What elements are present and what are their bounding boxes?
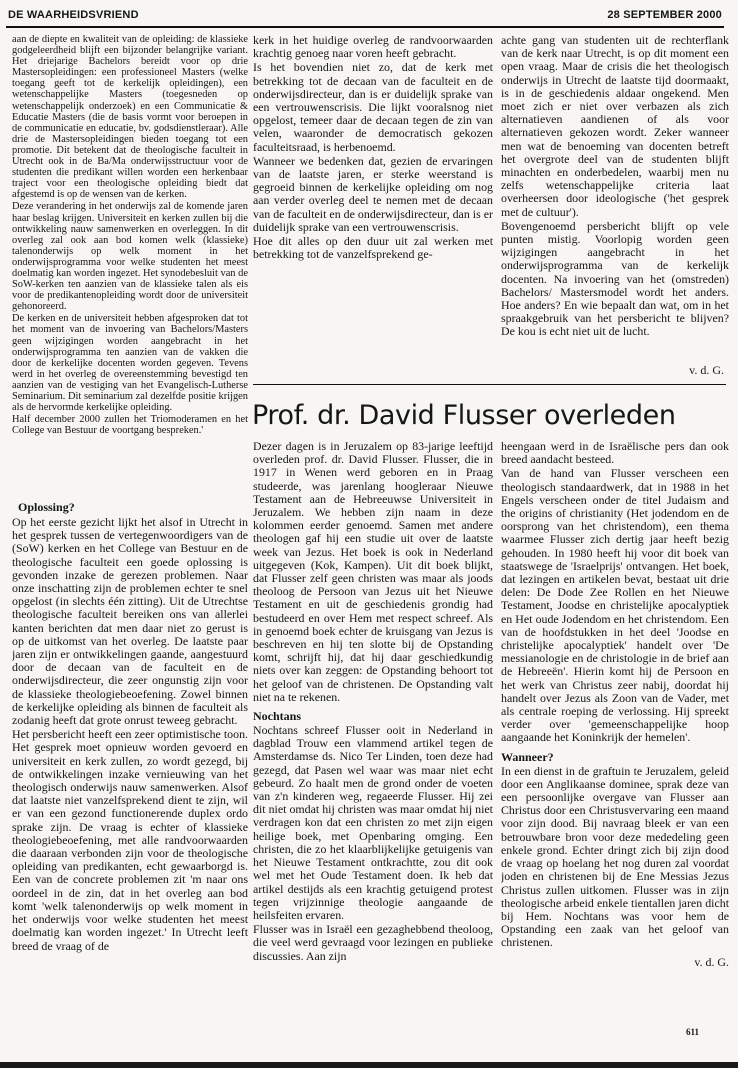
obituary-column-1 xyxy=(253,440,493,1040)
left-article-column-3 xyxy=(501,34,729,370)
subheading-wanneer: Wanneer? xyxy=(501,749,554,764)
paragraph: In een dienst in de graftuin te Jeruzalem, geleid door een Anglikaanse dominee, sprak deze van een persoonlijke overgave van Flusser aan Christus door een Christusvervaring een maand voor zijn dood. Bij navraag bleek er van een betrouwbare bron voor deze mededeling geen enkele grond. Echter dringt zich bij zijn dood de vraag op hoelang het nog duren zal voordat joden en christenen bij de Ene Messias Jezus Christus zullen uitkomen. Flusser was in zijn theologische arbeid enkele tientallen jaren dicht bij Hem. Nochtans was voor hem de Opstanding een zaak van het geloof van christenen. xyxy=(501,763,729,950)
left-article-column-1-bottom xyxy=(12,516,248,1036)
publication-name: DE WAARHEIDSVRIEND xyxy=(8,9,139,21)
section-divider xyxy=(253,384,726,385)
page-header xyxy=(6,6,724,28)
paragraph: Hoe dit alles op den duur uit zal werken met betrekking tot de vanzelfsprekend ge- xyxy=(253,234,493,262)
paragraph: Op het eerste gezicht lijkt het alsof in Utrecht in het gesprek tussen de vertegenwoordigers van de (SoW) kerken en het College van Bestuur en de theologische faculteit een goede oplossing is gevonden inzake de gerezen problemen. Naar onze inschatting zijn de problemen echter te snel opgelost (in slechts één zitting). Uit de Utrechtse theologische faculteit bereiken ons van allerlei kanten berichten dat men daar niet zo gerust is op de uitkomst van het overleg. De laatste paar jaren zijn er ontwikkelingen gaande, aangestuurd door de decaan van de faculteit en de onderwijsdirecteur, die zeer ongunstig zijn voor de klassieke theologiebeoefening. Zowel binnen de kerkelijke opleiding als binnen de faculteit als zodanig heeft dat grote onrust teweeg gebracht. xyxy=(12,516,248,728)
page-number: 611 xyxy=(686,1027,700,1037)
subheading-oplossing: Oplossing? xyxy=(18,500,75,514)
left-article-column-1 xyxy=(12,34,248,492)
left-article-column-2 xyxy=(253,34,493,380)
issue-date: 28 SEPTEMBER 2000 xyxy=(607,9,722,21)
author-signature: v. d. G. xyxy=(689,363,724,377)
paragraph: Deze verandering in het onderwijs zal de komende jaren haar beslag krijgen. Universiteit en kerken zullen bij die ontwikkeling nauw samenwerken en overleggen. In dit overleg zal ook aan bod komen welk (klassieke) talenonderwijs op welk moment in het onderwijsprogramma voor welke studenten het meest doelmatig kan worden ingezet. Het synodebesluit van de SoW-kerken ten aanzien van de klassieke talen als eis voor de predikantenopleiding wordt door de universiteit gehonoreerd. xyxy=(12,201,248,313)
paragraph: Dezer dagen is in Jeruzalem op 83-jarige leeftijd overleden prof. dr. David Flusser. Flusser, die in 1917 in Wenen werd geboren en in Praag studeerde, was jarenlang hoogleraar Nieuwe Testament aan de Hebreeuwse Universiteit in Jeruzalem. We hebben zijn naam in deze kolommen eerder genoemd. Samen met andere theologen gaf hij een studie uit over de laatste week van Jezus. Het boek is ook in Nederland uitgegeven (Kok, Kampen). Uit dit boek blijkt, dat Flusser zelf geen christen was maar als joods theoloog de Persoon van Jezus uit het Nieuwe Testament en uit de geschiedenis grondig had bestudeerd en over Hem met respect schreef. Als in genoemd boek echter de kruisgang van Jezus is beschreven en hij ten slotte bij de Opstanding komt, schrijft hij, dat hij daar geschiedkundig niets over kan zeggen: de Opstanding behoort tot het geloof van de christenen. De Opstanding valt niet na te rekenen. xyxy=(253,440,493,704)
paragraph: aan de diepte en kwaliteit van de opleiding: de klassieke godgeleerdheid blijft een bijzonder belangrijke variant. Het driejarige Bachelors bereidt voor op drie Mastersopleidingen: een professioneel Masters (welke toegang geeft tot de kerkelijk opleidingen), een wetenschappelijke Masters (toegesneden op wetenschappelijk onderzoek) en een Communicatie & Educatie Masters (die de basis vormt voor beroepen in de communicatie en educatie, bv. godsdienstleraar). Alle drie de Mastersopleidingen bieden toegang tot een promotie. Dit betekent dat de theologische faculteit in Utrecht ook in de Ba/Ma onderwijsstructuur voor de studenten die predikant willen worden een herkenbaar traject voor een theologische opleiding biedt dat afgestemd is op de wensen van de kerken. xyxy=(12,34,248,201)
paragraph: Half december 2000 zullen het Triomoderamen en het College van Bestuur de voortgang bespreken.' xyxy=(12,414,248,437)
paragraph: Nochtans schreef Flusser ooit in Nederland in dagblad Trouw een vlammend artikel tegen de Amsterdamse ds. Nico Ter Linden, toen deze had gezegd, dat Pasen wel waar was maar niet echt gebeurd. Zo haalt men de grond onder de voeten van z'n kinderen weg, regaeerde Flusser. Hij zei dit niet omdat hij christen was maar omdat hij niet verdragen kon dat een christen zo met zijn eigen heilige boek, met Openbaring omging. Een christen, die zo het klaarblijkelijke getuigenis van het Nieuwe Testament ontkrachtte, zou dit ook wel met het Oude Testament doen. Ik heb dat artikel destijds als een krachtig getuigend protest tegen vrijzinnige theologie aangaande de heilsfeiten ervaren. xyxy=(253,723,493,922)
paragraph: Het persbericht heeft een zeer optimistische toon. Het gesprek moet opnieuw worden gevoerd en universiteit en kerk zullen, zo wordt gezegd, bij de ontwikkelingen inzake vernieuwing van het theologisch onderwijs nauw samenwerken. Alsof dat laatste niet vanzelfsprekend dient te zijn, wil er van een gezond functionerende duplex ordo sprake zijn. De vraag is echter of klassieke theologiebeoefening, met alle randvoorwaarden die daaraan verbonden zijn voor de theologische opleiding van predikanten, echt gewaarborgd is. Een van de concrete problemen zit 'm naar ons oordeel in de zin, dat in het overleg aan bod komt 'welk talenonderwijs op welk moment in het onderwijs voor welke studenten het meest doelmatig kan worden ingezet.' In Utrecht leeft breed de vraag of de xyxy=(12,727,248,953)
paragraph: Is het bovendien niet zo, dat de kerk met betrekking tot de decaan van de faculteit en de onderwijsdirecteur, dan is er duidelijk sprake van een vertrouwenscrisis. Die lijkt vooralsnog niet opgelost, temeer daar de decaan tegen de zin van velen, waaronder de democratisch gekozen faculteitsraad, is herbenoemd. xyxy=(253,60,493,154)
author-signature: v. d. G. xyxy=(694,954,729,969)
paragraph: kerk in het huidige overleg de randvoorwaarden krachtig genoeg naar voren heeft gebracht. xyxy=(253,34,493,61)
paragraph: De kerken en de universiteit hebben afgesproken dat tot het moment van de invoering van Bachelors/Masters geen wijzigingen worden aangebracht in het onderwijsprogramma ten aanzien van de vakken die door de kerkelijke docenten worden gegeven. Tevens werd in het overleg de overeenstemming bevestigd ten aanzien van de vestiging van het Evangelisch-Lutherse Seminarium. Dit seminarium zal dezelfde positie krijgen als de hervormde kerkelijke opleiding. xyxy=(12,313,248,414)
obituary-column-2 xyxy=(501,440,729,1040)
paragraph: Bovengenoemd persbericht blijft op vele punten mistig. Voorlopig worden geen wijzigingen aangebracht in het onderwijsprogramma van de kerkelijk docenten. Na invoering van het (omstreden) Bachelors/ Mastersmodel wordt het anders. Hoe anders? En wie bepaalt dan wat, om in het spraakgebruik van het persbericht te blijven? De kou is echt niet uit de lucht. xyxy=(501,218,729,339)
bottom-border xyxy=(0,1062,738,1068)
subheading-nochtans: Nochtans xyxy=(253,709,302,724)
paragraph: achte gang van studenten uit de rechterflank van de kerk naar Utrecht, is op dit moment een open vraag. Maar de crisis die het theologisch onderwijs in Utrecht de laatste tijd doormaakt, is in de geschiedenis aldaar ongekend. Men moet zich er niet over verbazen als zich alternatieven aandienen of als voor alternatieven gekozen wordt. Zeker wanneer men wat de benoeming van docenten betreft het overgrote deel van de studenten blijft minachten en onderbedelen, waarbij men nu zelfs wetenschappelijke criteria laat overheersen door ideologische ('het gesprek met de cultuur'). xyxy=(501,34,729,219)
paragraph: Flusser was in Israël een gezaghebbend theoloog, die veel werd gevraagd voor lezingen en publieke discussies. Aan zijn xyxy=(253,922,493,963)
obituary-title: Prof. dr. David Flusser overleden xyxy=(252,400,676,431)
paragraph: heengaan werd in de Israëlische pers dan ook breed aandacht besteed. xyxy=(501,440,729,467)
paragraph: Wanneer we bedenken dat, gezien de ervaringen van de laatste jaren, er sterke weerstand is gegroeid binnen de kerkelijke opleiding om nog aan verder overleg deel te nemen met de decaan van de faculteit en de onderwijsdirecteur, dan is er duidelijk sprake van een vertrouwenscrisis. xyxy=(253,153,493,234)
paragraph: Van de hand van Flusser verscheen een theologisch standaardwerk, dat in 1988 in het Engels verscheen onder de titel Judaism and the origins of christianity (Het jodendom en de oorsprong van het christendom), een thema waarmee Flusser zich dertig jaar heeft bezig gehouden. In 1980 heeft hij voor dit boek van staatswege de 'Israelprijs' ontvangen. Het boek, dat lezingen en artikelen bevat, bestaat uit drie delen: De Dode Zee Rollen en het Nieuwe Testament, Joodse en christelijke apocalyptiek en Het oude Jodendom en het christendom. Een van de hoofdstukken in het deel 'Joodse en christelijke apocalyptiek' handelt over 'De messianologie en de christologie in de brief aan de Hebreeën'. Hierin komt hij de Persoon en het werk van Christus zeer nabij, doordat hij handelt over Jezus als Zoon van de Vader, met als centrale roeping de verlossing. Hij spreekt verder over 'gemeenschappelijke hoop aangaande het Koninkrijk der hemelen'. xyxy=(501,466,729,745)
